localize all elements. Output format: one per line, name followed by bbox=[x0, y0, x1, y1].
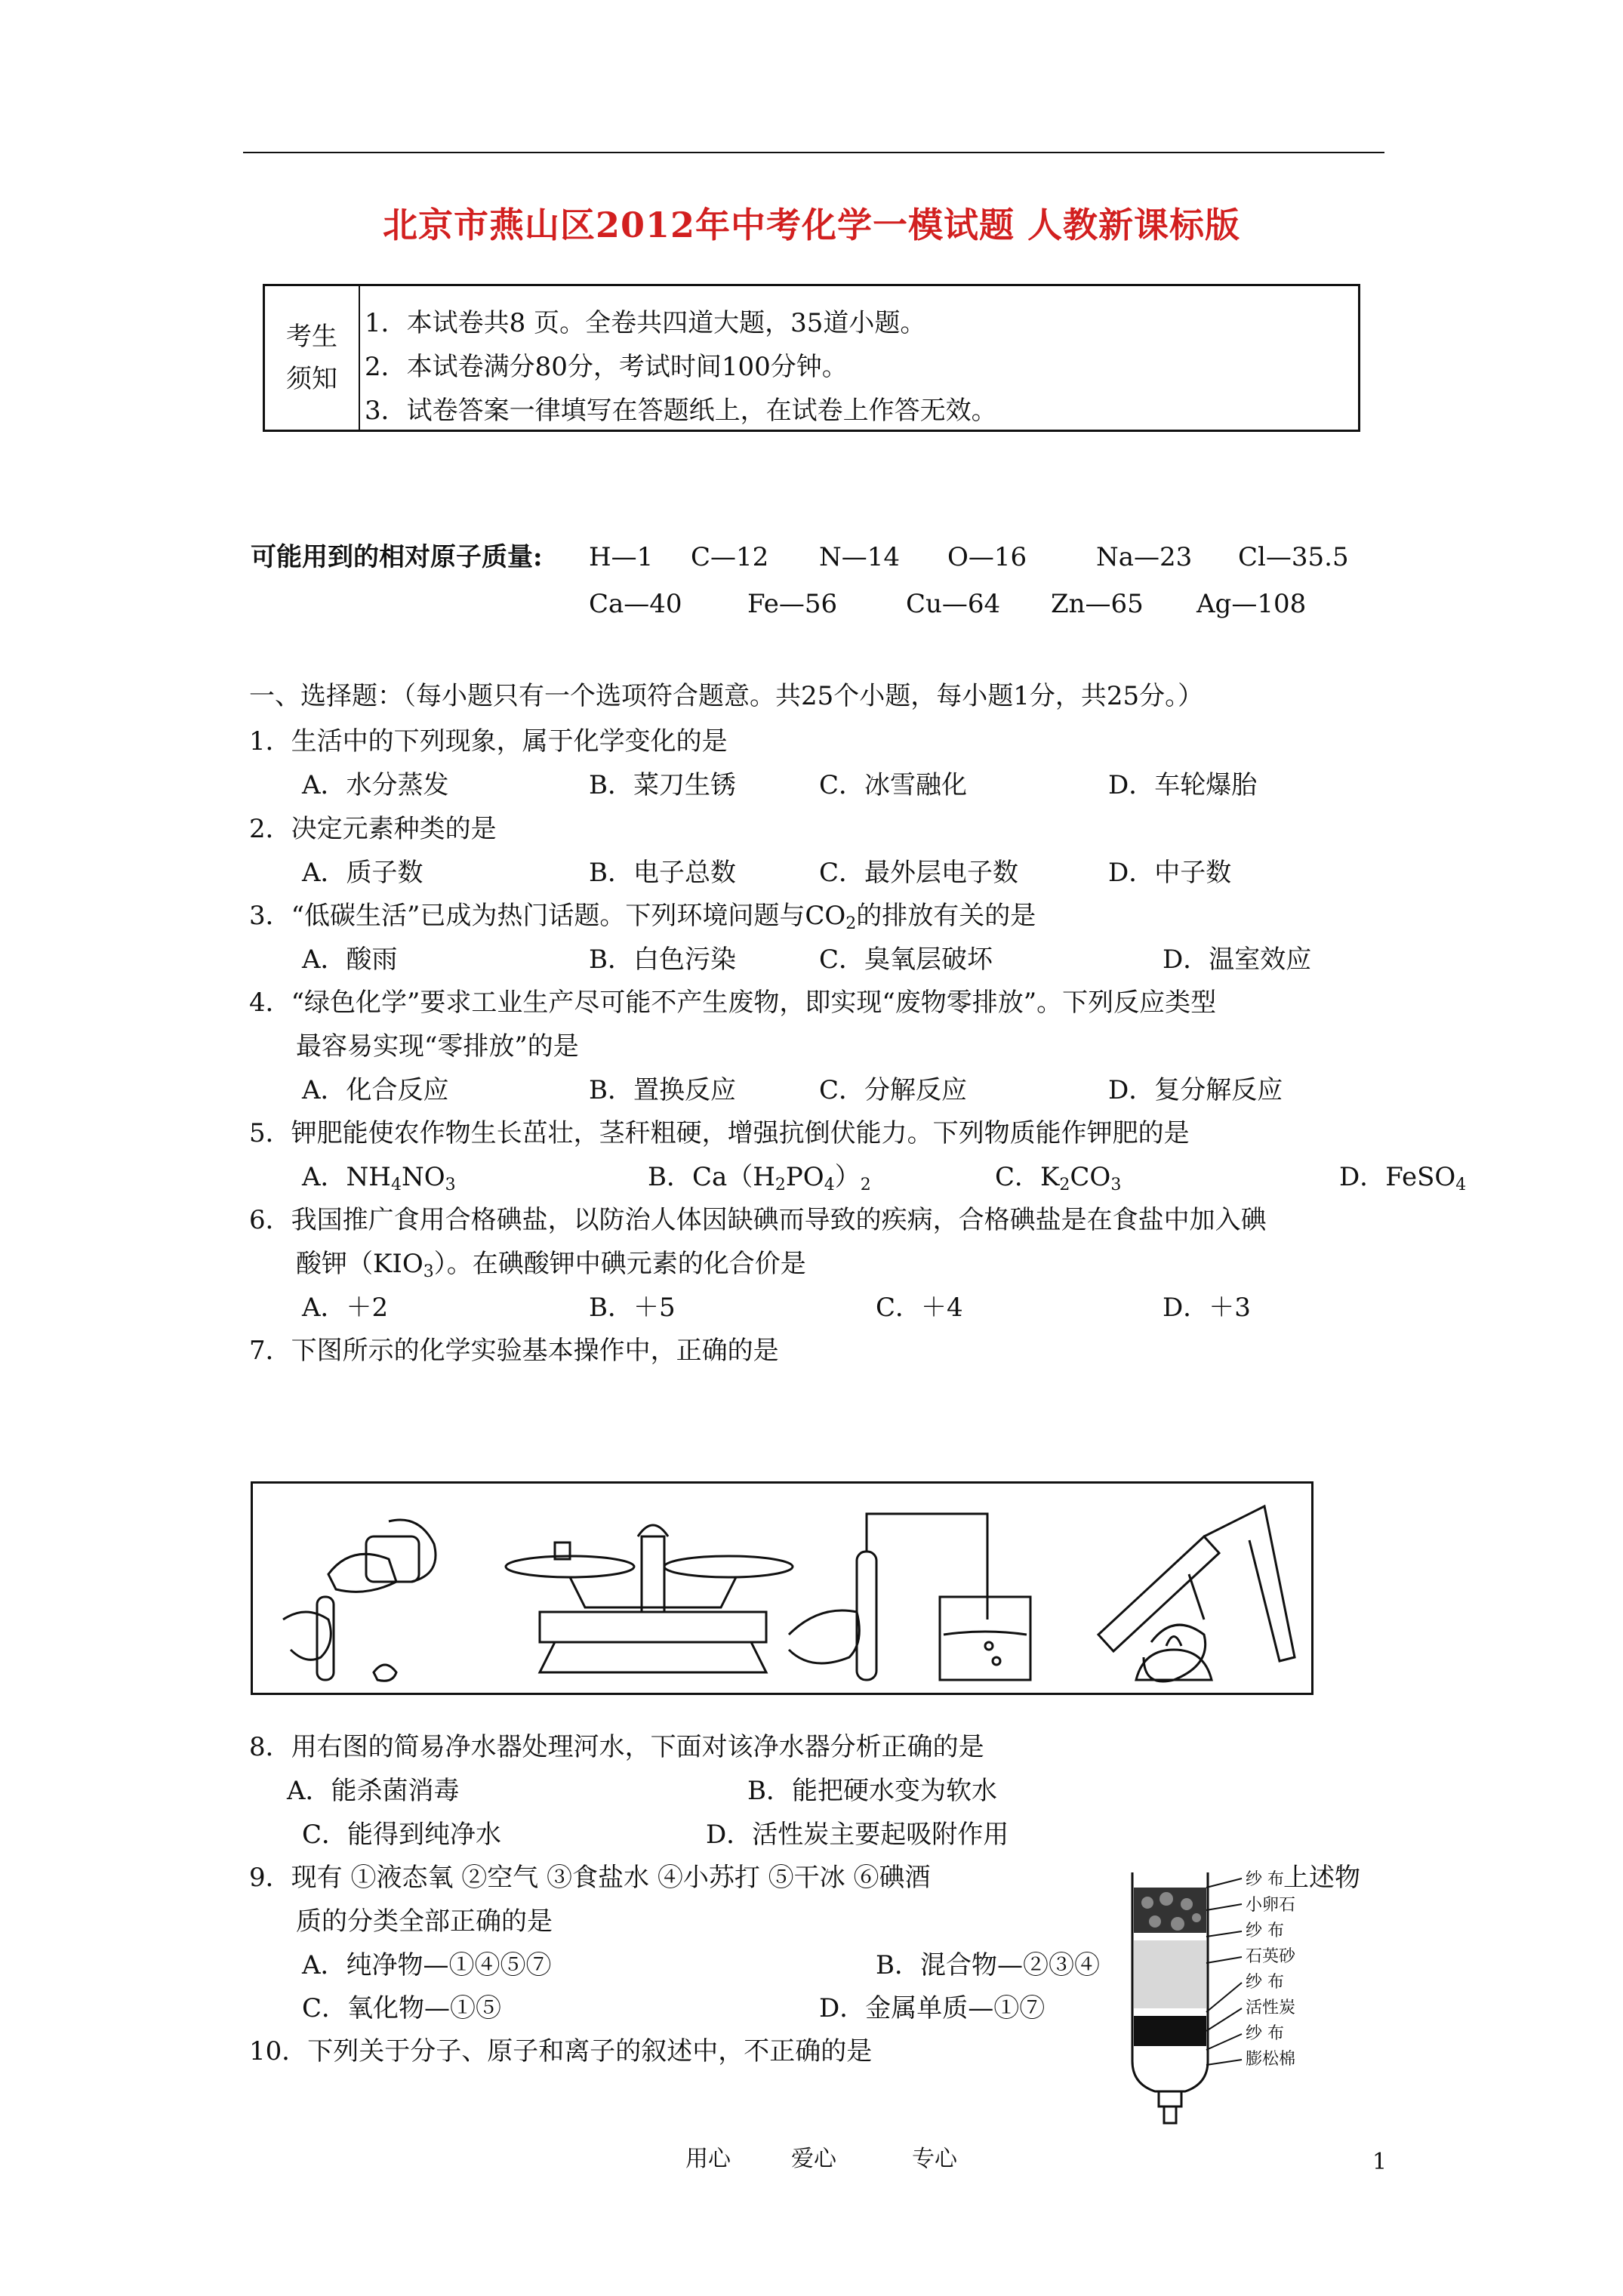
option: D．FeSO$_4$ bbox=[1339, 1162, 1467, 1194]
question-stem: 6．我国推广食用合格碘盐，以防治人体因缺碘而导致的疾病，合格碘盐是在食盐中加入碘 bbox=[249, 1205, 1267, 1235]
filter-label: 活性炭 bbox=[1246, 1999, 1296, 2017]
atomic-mass-n: N—14 bbox=[819, 542, 901, 572]
option: B．电子总数 bbox=[589, 858, 736, 888]
option: D．中子数 bbox=[1108, 858, 1232, 888]
atomic-mass-c: C—12 bbox=[691, 542, 769, 572]
option: C．冰雪融化 bbox=[819, 770, 968, 800]
notice-item: 2．本试卷满分80分，考试时间100分钟。 bbox=[365, 352, 848, 382]
filter-label: 膨松棉 bbox=[1246, 2050, 1296, 2069]
option: B．置换反应 bbox=[589, 1075, 736, 1105]
atomic-mass-fe: Fe—56 bbox=[747, 589, 838, 619]
option: A．纯净物—①④⑤⑦ bbox=[302, 1950, 552, 1980]
balance-scale-icon bbox=[506, 1525, 793, 1672]
option: C．氧化物—①⑤ bbox=[302, 1993, 502, 2023]
option: C．最外层电子数 bbox=[819, 858, 1019, 888]
atomic-mass-zn: Zn—65 bbox=[1051, 589, 1144, 619]
option: A．化合反应 bbox=[302, 1075, 449, 1105]
footer-text: 用心 bbox=[685, 2146, 731, 2172]
option: B．白色污染 bbox=[589, 945, 736, 975]
option: A．能杀菌消毒 bbox=[287, 1776, 460, 1806]
page-number: 1 bbox=[1372, 2149, 1387, 2175]
filter-label: 小卵石 bbox=[1246, 1896, 1296, 1915]
atomic-mass-cl: Cl—35.5 bbox=[1238, 542, 1349, 572]
question-stem-cont: 最容易实现“零排放”的是 bbox=[296, 1031, 579, 1062]
notice-items bbox=[360, 301, 997, 433]
filter-label: 纱 布 bbox=[1246, 1870, 1284, 1889]
question-stem-cont: 酸钾$(KIO_3)$。在碘酸钾中碘元素的化合价是 bbox=[296, 1249, 806, 1281]
option: A．酸雨 bbox=[302, 945, 398, 975]
option: D．活性炭主要起吸附作用 bbox=[706, 1820, 1009, 1850]
water-filter-drawing bbox=[1125, 1857, 1359, 2128]
atomic-mass-ag: Ag—108 bbox=[1196, 589, 1307, 619]
question-stem: 4．“绿色化学”要求工业生产尽可能不产生废物，即实现“废物零排放”。下列反应类型 bbox=[249, 988, 1217, 1018]
option: C．＋4 bbox=[876, 1293, 963, 1323]
question-stem: 3．“低碳生活”已成为热门话题。下列环境问题与$CO_2$的排放有关的是 bbox=[249, 901, 1036, 933]
notice-item: 3．试卷答案一律填写在答题纸上，在试卷上作答无效。 bbox=[365, 396, 997, 426]
notice-label-line1: 考生 bbox=[286, 322, 337, 352]
filter-label: 纱 布 bbox=[1246, 1922, 1284, 1940]
footer-text: 专心 bbox=[912, 2146, 957, 2172]
option: C．分解反应 bbox=[819, 1075, 968, 1105]
option: A．水分蒸发 bbox=[302, 770, 449, 800]
option: B．能把硬水变为软水 bbox=[747, 1776, 997, 1806]
atomic-mass-ca: Ca—40 bbox=[589, 589, 682, 619]
notice-label-line2: 须知 bbox=[286, 364, 337, 394]
option: A．$NH_4NO_3$ bbox=[302, 1162, 456, 1194]
question-stem: 5．钾肥能使农作物生长茁壮，茎秆粗硬，增强抗倒伏能力。下列物质能作钾肥的是 bbox=[249, 1118, 1190, 1148]
option: C．能得到纯净水 bbox=[302, 1820, 502, 1850]
option: D．温室效应 bbox=[1163, 945, 1312, 975]
question-stem: 9．现有 ①液态氧 ②空气 ③食盐水 ④小苏打 ⑤干冰 ⑥碘酒 bbox=[249, 1863, 931, 1893]
option: D．复分解反应 bbox=[1108, 1075, 1283, 1105]
notice-box bbox=[263, 284, 1360, 432]
atomic-mass-na: Na—23 bbox=[1096, 542, 1193, 572]
question-stem: 8．用右图的简易净水器处理河水，下面对该净水器分析正确的是 bbox=[249, 1732, 984, 1762]
top-rule bbox=[243, 152, 1384, 153]
lab-operations-figure bbox=[251, 1481, 1313, 1695]
question-stem: 7．下图所示的化学实验基本操作中，正确的是 bbox=[249, 1336, 779, 1366]
option: A．＋2 bbox=[302, 1293, 389, 1323]
question-stem: 10．下列关于分子、原子和离子的叙述中，不正确的是 bbox=[249, 2036, 873, 2066]
option: D．车轮爆胎 bbox=[1108, 770, 1258, 800]
atomic-mass-label: 可能用到的相对原子质量: bbox=[251, 542, 543, 572]
atomic-mass-o: O—16 bbox=[947, 542, 1027, 572]
heating-test-tube-icon bbox=[1098, 1506, 1295, 1681]
option: B．$Ca(H_2PO_4)_2$ bbox=[648, 1162, 871, 1194]
filter-label: 石英砂 bbox=[1246, 1947, 1296, 1966]
option: C．$K_2CO_3$ bbox=[995, 1162, 1122, 1194]
option: D．金属单质—①⑦ bbox=[819, 1993, 1046, 2023]
option: B．菜刀生锈 bbox=[589, 770, 736, 800]
question-stem-tail: 上述物 bbox=[1283, 1863, 1360, 1893]
question-stem: 1．生活中的下列现象，属于化学变化的是 bbox=[249, 726, 728, 757]
option: C．臭氧层破坏 bbox=[819, 945, 993, 975]
filter-label: 纱 布 bbox=[1246, 1973, 1284, 1992]
filter-label: 纱 布 bbox=[1246, 2024, 1284, 2043]
lab-operations-drawing bbox=[253, 1484, 1311, 1693]
pouring-liquid-icon bbox=[283, 1520, 436, 1681]
atomic-mass-cu: Cu—64 bbox=[906, 589, 1001, 619]
question-stem-cont: 质的分类全部正确的是 bbox=[296, 1906, 553, 1937]
option: D．＋3 bbox=[1163, 1293, 1251, 1323]
airtightness-check-icon bbox=[789, 1514, 1030, 1680]
option: B．混合物—②③④ bbox=[876, 1950, 1100, 1980]
page-title: 北京市燕山区2012年中考化学一模试题 人教新课标版 bbox=[382, 205, 1241, 245]
notice-label bbox=[265, 286, 360, 430]
notice-item: 1．本试卷共8 页。全卷共四道大题，35道小题。 bbox=[365, 308, 926, 338]
water-filter-figure bbox=[1125, 1857, 1359, 2128]
atomic-mass-h: H—1 bbox=[589, 542, 654, 572]
section-heading: 一、选择题：（每小题只有一个选项符合题意。共25个小题，每小题1分，共25分。） bbox=[249, 681, 1204, 711]
footer-text: 爱心 bbox=[791, 2146, 836, 2172]
option: A．质子数 bbox=[302, 858, 423, 888]
option: B．＋5 bbox=[589, 1293, 676, 1323]
question-stem: 2．决定元素种类的是 bbox=[249, 814, 497, 844]
